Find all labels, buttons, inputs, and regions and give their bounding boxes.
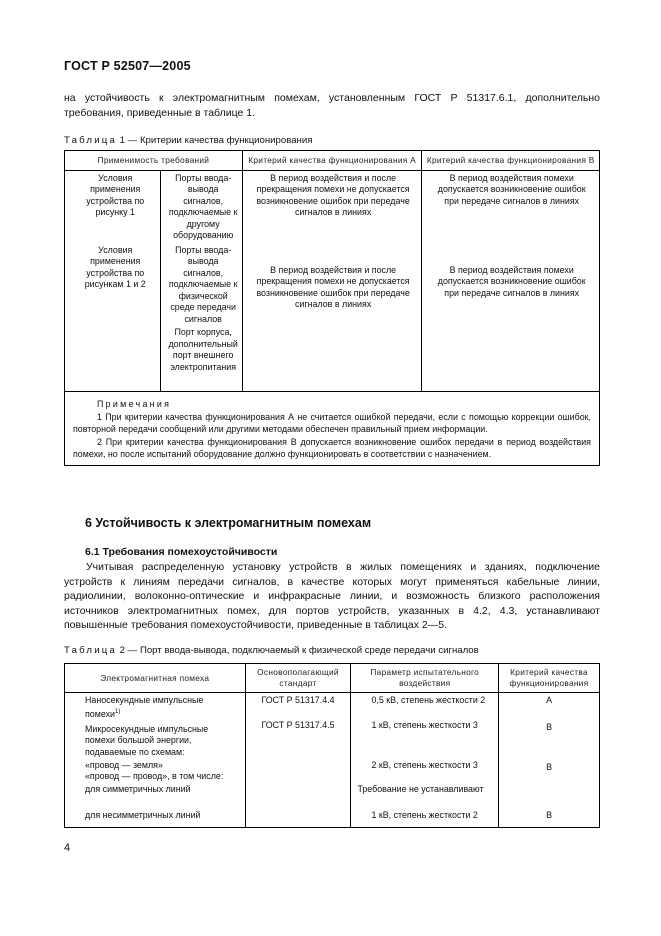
table2-header-criterion: Критерий качества функционирования [499,664,600,693]
table2-row3-parameter: 2 кВ, степень жесткости 3 [351,760,499,784]
table2-row4-parameter: Требование не устанавливают [351,784,499,810]
table1-condition-spacer [65,325,160,391]
section-6-1-title: 6.1 Требования помехоустойчивости [85,546,278,558]
table1-header-criterion-a: Критерий качества функционирования А [242,151,422,171]
table2-row1-criterion: А [499,693,600,720]
table2-row2-interference: Микросекундные импульсные помехи большой энергии, подаваемые по схемам: [65,720,246,760]
table1-condition-1: Условия применения устройства по рисунку 1 [65,171,160,243]
table2 [64,663,600,828]
table2-header-standard: Основополагающий стандарт [245,664,351,693]
table1-ports-2a: Порты ввода-вывода сигналов, подключаемые к физической среде передачи сигналов [168,244,238,324]
table2-header-parameter: Параметр испытательного воздействия [351,664,499,693]
table2-caption-prefix: Таблица [64,645,118,656]
table1 [64,150,600,466]
table2-row3-line2: «провод — провод», в том числе: [85,771,224,782]
table2-row5-standard [245,810,351,828]
table2-caption [64,645,479,656]
table1-caption-prefix: Таблица [64,135,118,146]
table1-ports-1: Порты ввода-вывода сигналов, подключаемые к другому оборудованию [168,172,238,240]
table1-notes [65,392,600,466]
table2-row5-interference: для несимметричных линий [65,810,246,828]
table2-row1-interference [65,693,246,720]
table1-note-2: 2 При критерии качества функционирования В допускается возникновение ошибок передачи в период воздействия помехи, но после испытаний оборудование должно функционировать в соответствии с назначением. [73,436,591,459]
table1-caption-title: 1 — Критерии качества функционирования [117,135,313,146]
table1-note-1: 1 При критерии качества функционирования А не считается ошибкой передачи, если с помощью коррекции ошибок, повторной передачи сообщений или другими методами обеспечен правильный прием информации. [73,411,591,434]
table2-row3-standard [245,760,351,784]
table2-row4-standard [245,784,351,810]
table1-criterion-b-2: В период воздействия помехи допускается возникновение ошибок при передаче сигналов в линиях [437,264,586,298]
table1-criterion-a-1: В период воздействия и после прекращения помехи не допускается возникновение ошибок при передаче сигналов в линиях [256,172,410,217]
table2-row5-criterion: В [499,810,600,828]
table1-header-criterion-b: Критерий качества функционирования В [422,151,600,171]
table2-header-interference: Электромагнитная помеха [65,664,246,693]
page-number: 4 [64,842,71,854]
table2-row3-criterion: В [499,760,600,784]
table1-caption [64,135,312,146]
table2-row3-interference [65,760,246,784]
section-6-title: 6 Устойчивость к электромагнитным помехам [85,516,372,530]
table1-ports-2b: Порт корпуса, дополнительный порт внешнего электропитания [168,327,238,372]
document-header: ГОСТ Р 52507—2005 [64,59,191,73]
table2-row2-parameter: 1 кВ, степень жесткости 3 [351,720,499,760]
table1-header-applicability: Применимость требований [65,151,243,171]
table2-row1-parameter: 0,5 кВ, степень жесткости 2 [351,693,499,720]
table2-row4-criterion [499,784,600,810]
table1-criterion-b-1: В период воздействия помехи допускается возникновение ошибок при передаче сигналов в линиях [437,172,586,206]
table2-row3-line1: «провод — земля» [85,759,163,770]
table2-row1-footnote: 1) [114,708,121,715]
table1-notes-title: Примечания [97,399,172,409]
table2-row4-interference: для симметричных линий [65,784,246,810]
intro-paragraph: на устойчивость к электромагнитным помехам, установленным ГОСТ Р 51317.6.1, дополнительно требования, приведенные в таблице 1. [64,92,600,119]
table1-criterion-a-2: В период воздействия и после прекращения помехи не допускается возникновение ошибок при передаче сигналов в линиях [256,264,410,309]
table1-condition-2: Условия применения устройства по рисункам 1 и 2 [65,243,160,326]
table2-row5-parameter: 1 кВ, степень жесткости 2 [351,810,499,828]
table2-row2-standard: ГОСТ Р 51317.4.5 [245,720,351,760]
table2-row2-criterion: В [499,720,600,760]
table2-row1-standard: ГОСТ Р 51317.4.4 [245,693,351,720]
table2-row1-interference-text: Наносекундные импульсные помехи [85,695,204,719]
table2-caption-title: 2 — Порт ввода-вывода, подключаемый к физической среде передачи сигналов [117,645,479,656]
section-6-1-paragraph: Учитывая распределенную установку устройств в жилых помещениях и зданиях, подключение устройств к линиям передачи сигналов, в качестве которых могут применяться кабельные линии, радиолинии, волоконно-оптические и инфракрасные линии, и возможность близкого расположения источников электромагнитных помех, для портов устройств, указанных в 4.2, 4.3, устанавливают повышенные требования помехоустойчивости, приведенные в таблицах 2—5. [64,561,600,631]
table1-applicability-grid [65,171,242,392]
